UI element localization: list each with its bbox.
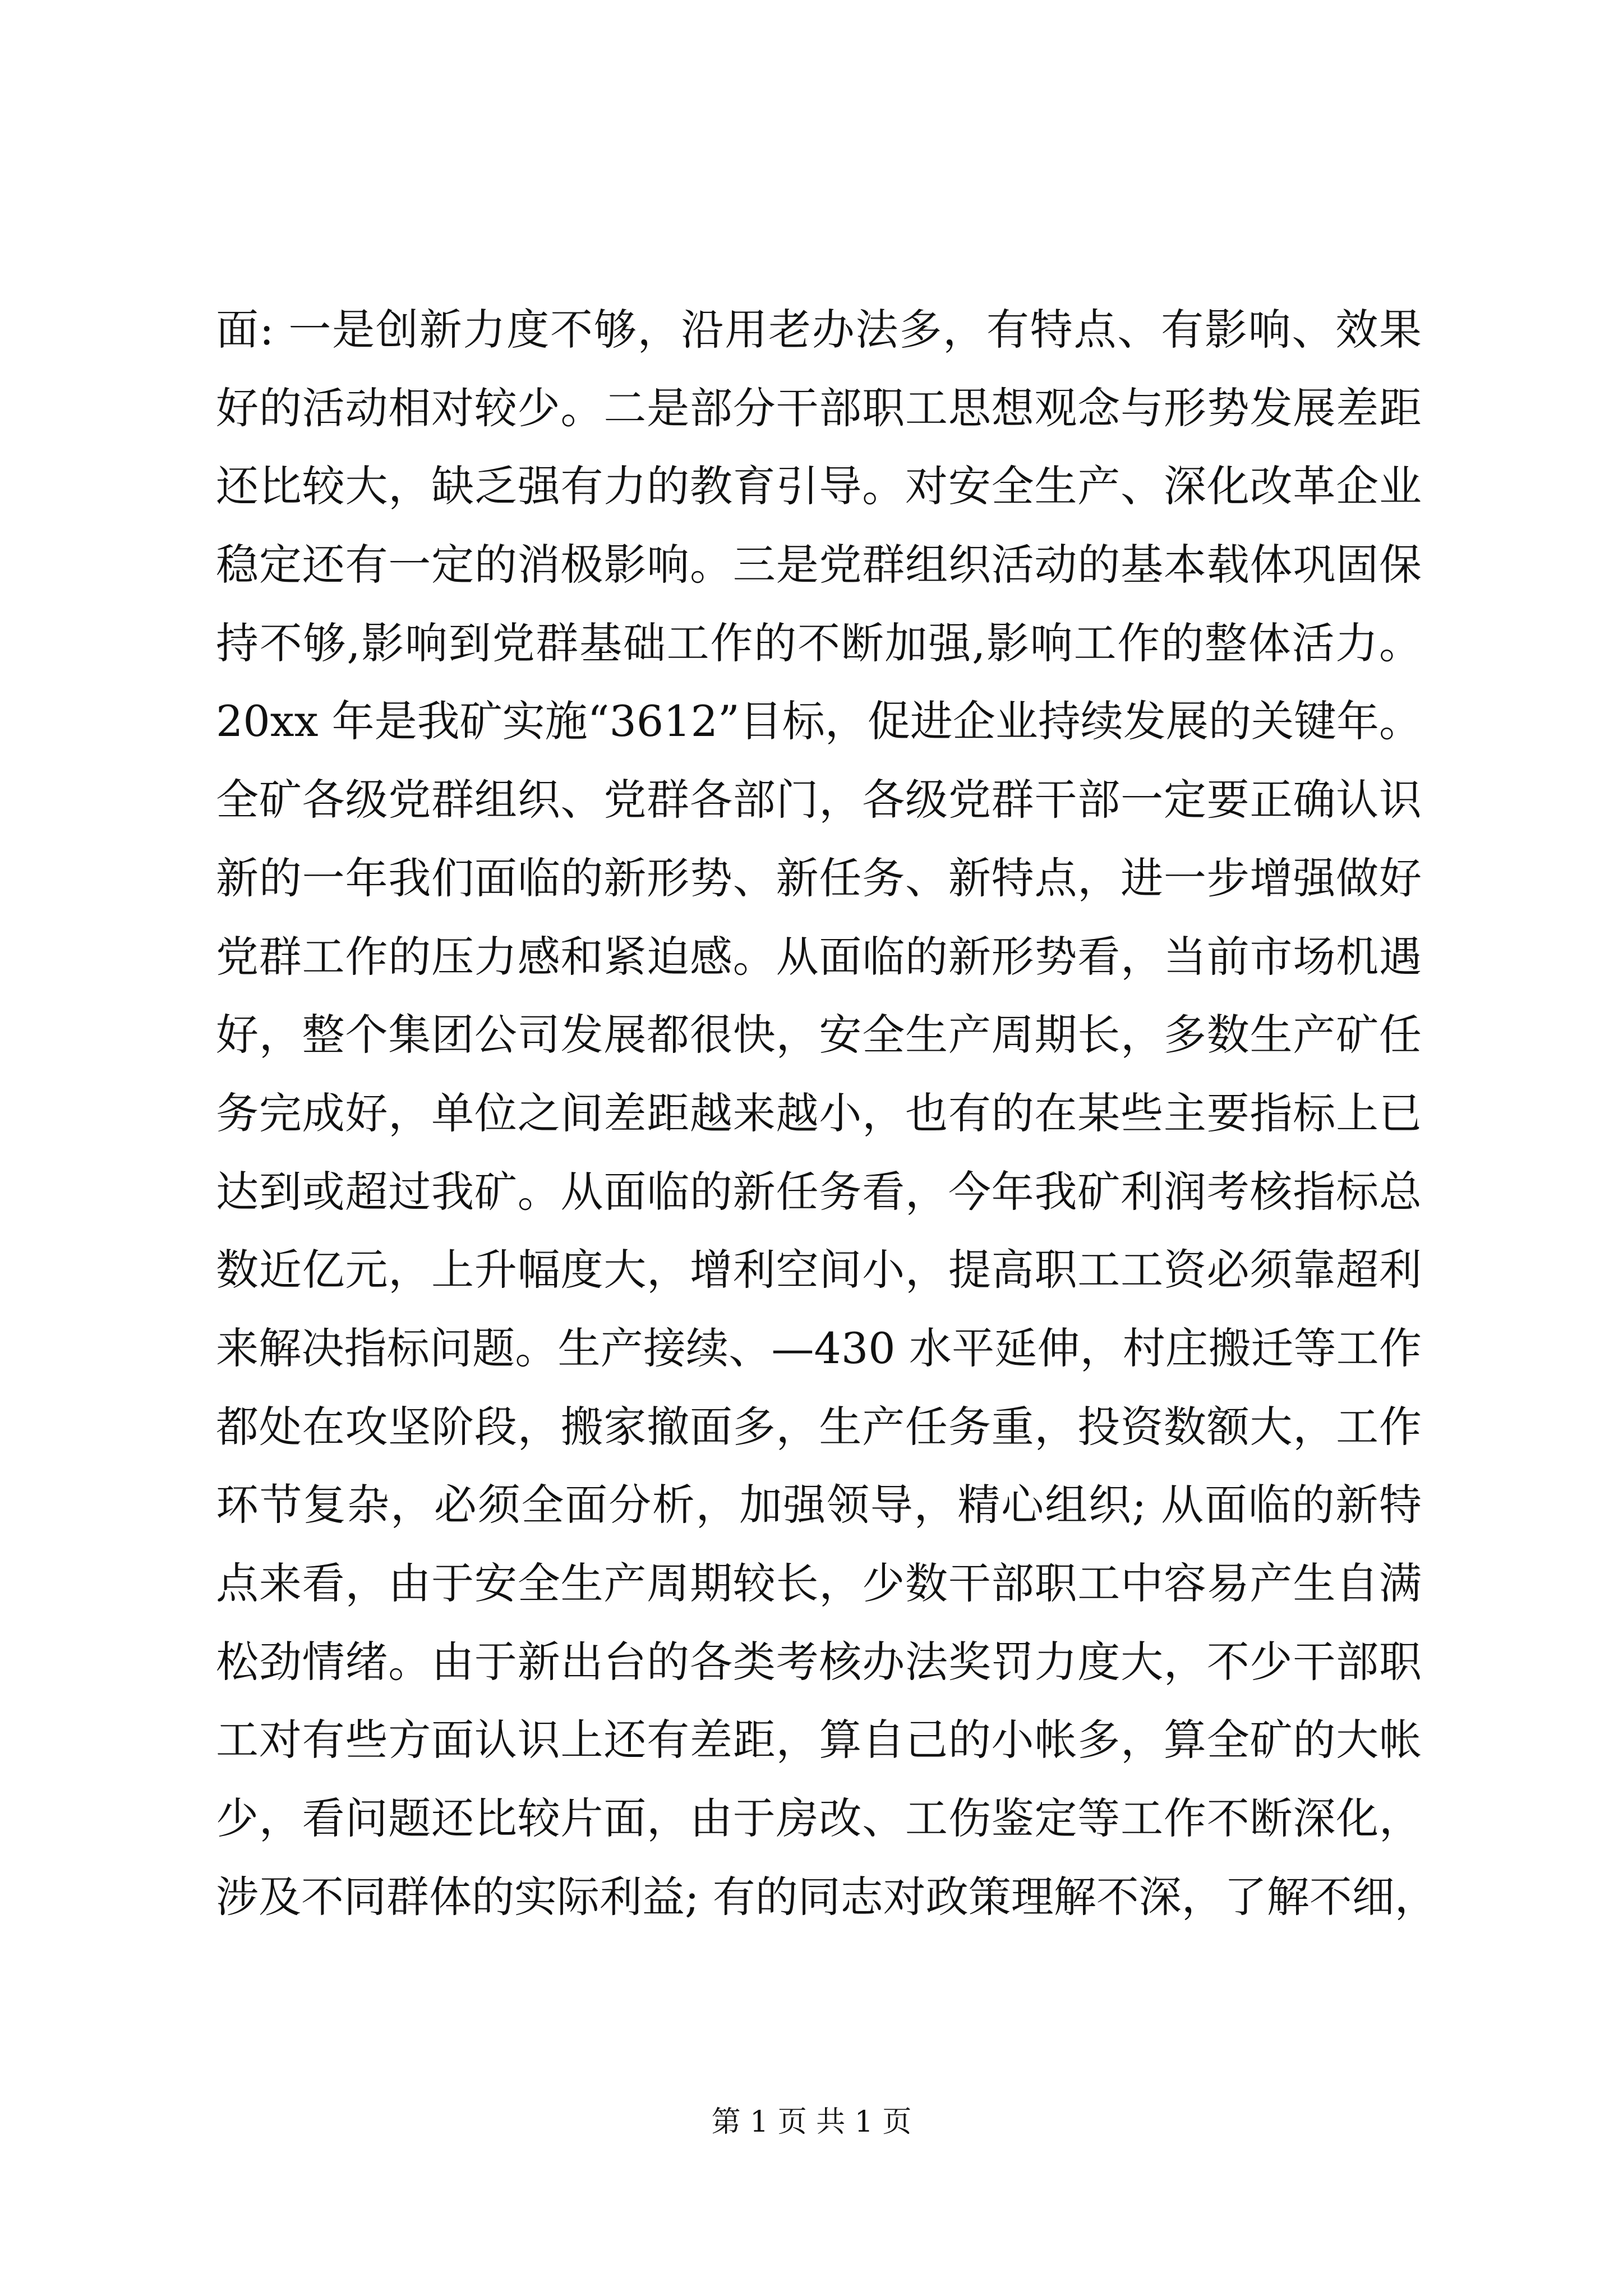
text-line: 来解决指标问题。生产接续、—430 水平延伸，村庄搬迁等工作 — [216, 1323, 1422, 1373]
text-line: 工对有些方面认识上还有差距，算自己的小帐多，算全矿的大帐 — [216, 1715, 1422, 1765]
text-line: 数近亿元，上升幅度大，增利空间小，提高职工工资必须靠超利 — [216, 1245, 1422, 1295]
text-line: 20xx 年是我矿实施“3612”目标，促进企业持续发展的关键年。 — [216, 696, 1422, 747]
text-line: 环节复杂，必须全面分析，加强领导，精心组织; 从面临的新特 — [216, 1480, 1422, 1530]
text-line: 点来看，由于安全生产周期较长，少数干部职工中容易产生自满 — [216, 1558, 1422, 1608]
text-line: 达到或超过我矿。从面临的新任务看，今年我矿利润考核指标总 — [216, 1166, 1422, 1217]
text-line: 好，整个集团公司发展都很快，安全生产周期长，多数生产矿任 — [216, 1010, 1422, 1060]
text-line: 松劲情绪。由于新出台的各类考核办法奖罚力度大，不少干部职 — [216, 1636, 1422, 1687]
text-line: 全矿各级党群组织、党群各部门，各级党群干部一定要正确认识 — [216, 775, 1422, 825]
text-line: 党群工作的压力感和紧迫感。从面临的新形势看，当前市场机遇 — [216, 931, 1422, 982]
text-line: 还比较大，缺乏强有力的教育引导。对安全生产、深化改革企业 — [216, 461, 1422, 512]
text-line: 涉及不同群体的实际利益; 有的同志对政策理解不深，了解不细， — [216, 1871, 1437, 1922]
text-line: 新的一年我们面临的新形势、新任务、新特点，进一步增强做好 — [216, 853, 1422, 903]
text-line: 面: 一是创新力度不够，沿用老办法多，有特点、有影响、效果 — [216, 305, 1422, 355]
body-text — [216, 291, 1437, 1936]
page-footer — [0, 2102, 1623, 2142]
page-number-label: 第 1 页 共 1 页 — [711, 2105, 912, 2139]
text-line: 少，看问题还比较片面，由于房改、工伤鉴定等工作不断深化， — [216, 1793, 1422, 1844]
text-line: 持不够,影响到党群基础工作的不断加强,影响工作的整体活力。 — [216, 618, 1422, 668]
text-line: 好的活动相对较少。二是部分干部职工思想观念与形势发展差距 — [216, 383, 1422, 433]
text-line: 都处在攻坚阶段，搬家撤面多，生产任务重，投资数额大，工作 — [216, 1401, 1422, 1452]
text-line: 务完成好，单位之间差距越来越小，也有的在某些主要指标上已 — [216, 1088, 1422, 1138]
text-line: 稳定还有一定的消极影响。三是党群组织活动的基本载体巩固保 — [216, 540, 1422, 590]
